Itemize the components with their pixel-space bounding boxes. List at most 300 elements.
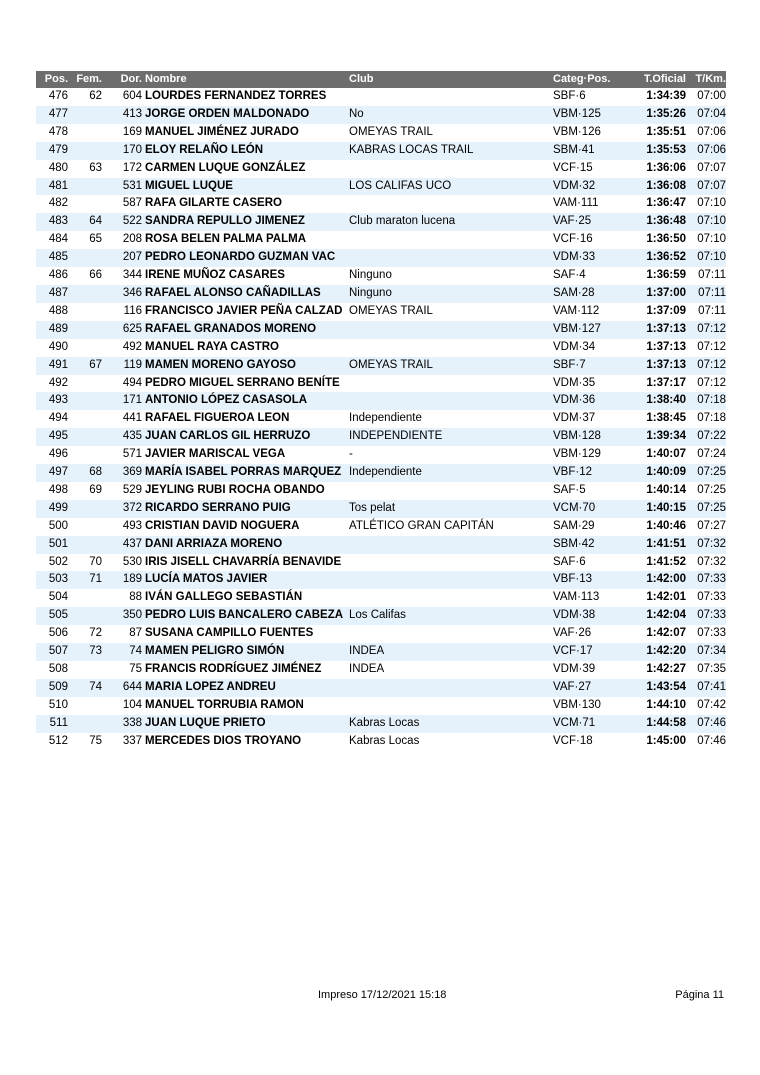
table-row xyxy=(36,178,726,196)
row-categ: VBM·126 xyxy=(553,125,601,138)
row-time: 1:35:53 xyxy=(646,143,686,156)
row-name: MARÍA ISABEL PORRAS MARQUEZ xyxy=(145,466,342,479)
row-time: 1:36:08 xyxy=(646,179,686,192)
row-name: RICARDO SERRANO PUIG xyxy=(145,501,291,514)
row-club: OMEYAS TRAIL xyxy=(349,304,433,317)
table-row xyxy=(36,357,726,375)
row-name: LUCÍA MATOS JAVIER xyxy=(145,573,268,586)
table-row xyxy=(36,571,726,589)
table-row xyxy=(36,160,726,178)
row-club: No xyxy=(349,107,364,120)
row-pace: 07:32 xyxy=(697,537,726,550)
row-dor: 587 xyxy=(122,197,142,210)
row-name: CARMEN LUQUE GONZÁLEZ xyxy=(145,161,306,174)
table-row xyxy=(36,554,726,572)
row-time: 1:40:15 xyxy=(646,501,686,514)
row-categ: VAF·26 xyxy=(553,627,592,640)
row-categ: SAF·6 xyxy=(553,555,586,568)
row-time: 1:42:07 xyxy=(646,627,686,640)
row-categ: VBM·127 xyxy=(553,322,601,335)
row-pos: 502 xyxy=(48,555,68,568)
row-club: Independiente xyxy=(349,412,422,425)
row-club: Club maraton lucena xyxy=(349,215,456,228)
table-row xyxy=(36,321,726,339)
row-fem: 63 xyxy=(89,161,102,174)
row-categ: VAM·111 xyxy=(553,197,599,210)
row-club: - xyxy=(349,448,353,461)
row-dor: 207 xyxy=(122,251,142,264)
row-fem: 73 xyxy=(89,645,102,658)
table-row xyxy=(36,482,726,500)
table-row xyxy=(36,733,726,751)
row-pace: 07:25 xyxy=(697,466,726,479)
row-pos: 504 xyxy=(48,591,68,604)
row-name: MIGUEL LUQUE xyxy=(145,179,233,192)
table-row xyxy=(36,106,726,124)
row-pace: 07:33 xyxy=(697,573,726,586)
row-pace: 07:34 xyxy=(697,645,726,658)
row-time: 1:41:52 xyxy=(646,555,686,568)
table-row xyxy=(36,715,726,733)
row-pace: 07:27 xyxy=(697,519,726,532)
row-fem: 74 xyxy=(89,680,102,693)
table-row xyxy=(36,679,726,697)
row-club: LOS CALIFAS UCO xyxy=(349,179,452,192)
row-pos: 487 xyxy=(48,286,68,299)
row-dor: 189 xyxy=(122,573,142,586)
row-name: IVÁN GALLEGO SEBASTIÁN xyxy=(145,591,303,604)
row-time: 1:36:06 xyxy=(646,161,686,174)
row-fem: 72 xyxy=(89,627,102,640)
row-categ: VDM·35 xyxy=(553,376,596,389)
row-pace: 07:24 xyxy=(697,448,726,461)
row-name: JORGE ORDEN MALDONADO xyxy=(145,107,310,120)
row-pace: 07:35 xyxy=(697,663,726,675)
row-dor: 530 xyxy=(122,555,142,568)
row-categ: VCM·71 xyxy=(553,716,596,729)
row-pace: 07:10 xyxy=(697,215,726,228)
row-dor: 170 xyxy=(122,143,142,156)
row-pos: 500 xyxy=(48,519,68,532)
row-club: INDEA xyxy=(349,645,385,658)
row-pos: 490 xyxy=(48,340,68,353)
row-name: MERCEDES DIOS TROYANO xyxy=(145,734,302,747)
row-fem: 66 xyxy=(89,269,102,282)
row-club: INDEA xyxy=(349,663,385,675)
row-pos: 506 xyxy=(48,627,68,640)
row-pos: 483 xyxy=(48,215,68,228)
row-pace: 07:00 xyxy=(697,90,726,102)
row-dor: 372 xyxy=(122,501,142,514)
row-categ: VAF·25 xyxy=(553,215,592,228)
row-pace: 07:12 xyxy=(697,376,726,389)
header-dor: Dor. xyxy=(120,73,142,85)
row-dor: 74 xyxy=(129,645,142,658)
row-dor: 338 xyxy=(122,716,142,729)
row-pos: 497 xyxy=(48,466,68,479)
row-name: MANUEL JIMÉNEZ JURADO xyxy=(145,125,299,138)
row-pace: 07:10 xyxy=(697,251,726,264)
row-name: FRANCISCO JAVIER PEÑA CALZAD xyxy=(145,304,343,317)
row-time: 1:37:13 xyxy=(646,340,686,353)
row-dor: 208 xyxy=(122,233,142,246)
row-name: SUSANA CAMPILLO FUENTES xyxy=(145,627,314,640)
row-pos: 512 xyxy=(48,734,68,747)
row-time: 1:41:51 xyxy=(646,537,686,550)
row-dor: 369 xyxy=(122,466,142,479)
row-fem: 68 xyxy=(89,466,102,479)
row-dor: 88 xyxy=(129,591,142,604)
row-pos: 476 xyxy=(48,90,68,102)
row-categ: VBM·129 xyxy=(553,448,601,461)
row-time: 1:38:40 xyxy=(646,394,686,407)
table-row xyxy=(36,392,726,410)
row-name: DANI ARRIAZA MORENO xyxy=(145,537,283,550)
row-time: 1:39:34 xyxy=(646,430,686,443)
table-row xyxy=(36,410,726,428)
row-pace: 07:18 xyxy=(697,394,726,407)
row-categ: VCF·18 xyxy=(553,734,593,747)
row-time: 1:37:00 xyxy=(646,286,686,299)
row-pace: 07:46 xyxy=(697,716,726,729)
row-categ: VBF·12 xyxy=(553,466,592,479)
row-time: 1:36:48 xyxy=(646,215,686,228)
row-club: INDEPENDIENTE xyxy=(349,430,443,443)
row-time: 1:42:27 xyxy=(646,663,686,675)
row-name: FRANCIS RODRÍGUEZ JIMÉNEZ xyxy=(145,663,322,675)
row-categ: SBM·41 xyxy=(553,143,595,156)
header-pos: Pos. xyxy=(44,73,68,85)
row-time: 1:37:13 xyxy=(646,358,686,371)
row-pos: 510 xyxy=(48,698,68,711)
table-row xyxy=(36,536,726,554)
row-time: 1:43:54 xyxy=(646,680,686,693)
row-name: JAVIER MARISCAL VEGA xyxy=(145,448,286,461)
row-club: Tos pelat xyxy=(349,501,396,514)
row-dor: 522 xyxy=(122,215,142,228)
row-time: 1:35:51 xyxy=(646,125,686,138)
row-fem: 69 xyxy=(89,483,102,496)
row-time: 1:36:47 xyxy=(646,197,686,210)
row-categ: SBF·6 xyxy=(553,90,586,102)
row-pace: 07:18 xyxy=(697,412,726,425)
row-dor: 346 xyxy=(122,286,142,299)
row-pace: 07:33 xyxy=(697,609,726,622)
row-time: 1:40:46 xyxy=(646,519,686,532)
row-pace: 07:12 xyxy=(697,358,726,371)
row-name: CRISTIAN DAVID NOGUERA xyxy=(145,519,300,532)
row-club: OMEYAS TRAIL xyxy=(349,358,433,371)
row-dor: 494 xyxy=(122,376,142,389)
row-dor: 441 xyxy=(122,412,142,425)
row-categ: VAM·113 xyxy=(553,591,600,604)
row-pace: 07:46 xyxy=(697,734,726,747)
row-time: 1:40:09 xyxy=(646,466,686,479)
row-pos: 486 xyxy=(48,269,68,282)
row-pos: 505 xyxy=(48,609,68,622)
row-dor: 104 xyxy=(122,698,142,711)
table-row xyxy=(36,249,726,267)
row-pos: 484 xyxy=(48,233,68,246)
row-categ: SAM·29 xyxy=(553,519,595,532)
row-club: Los Califas xyxy=(349,609,406,622)
row-time: 1:36:50 xyxy=(646,233,686,246)
row-pace: 07:12 xyxy=(697,322,726,335)
row-pos: 507 xyxy=(48,645,68,658)
row-dor: 492 xyxy=(122,340,142,353)
row-name: RAFAEL FIGUEROA LEON xyxy=(145,412,290,425)
printed-date: Impreso 17/12/2021 15:18 xyxy=(318,989,447,1001)
row-dor: 344 xyxy=(122,269,142,282)
row-pos: 503 xyxy=(48,573,68,586)
row-pos: 485 xyxy=(48,251,68,264)
row-pace: 07:04 xyxy=(697,107,726,120)
row-dor: 75 xyxy=(129,663,142,675)
row-pace: 07:10 xyxy=(697,197,726,210)
row-dor: 119 xyxy=(123,358,142,371)
table-row xyxy=(36,195,726,213)
row-dor: 87 xyxy=(129,627,142,640)
header-categ: Categ·Pos. xyxy=(553,73,611,85)
table-row xyxy=(36,285,726,303)
row-name: MARIA LOPEZ ANDREU xyxy=(145,680,276,693)
row-fem: 64 xyxy=(89,215,102,228)
row-dor: 437 xyxy=(122,537,142,550)
row-time: 1:44:58 xyxy=(646,716,686,729)
row-categ: VDM·39 xyxy=(553,663,596,675)
table-row xyxy=(36,643,726,661)
row-dor: 493 xyxy=(122,519,142,532)
row-categ: SAF·4 xyxy=(553,269,586,282)
row-categ: VDM·38 xyxy=(553,609,596,622)
row-categ: VCF·15 xyxy=(553,161,593,174)
table-row xyxy=(36,464,726,482)
row-pace: 07:12 xyxy=(697,340,726,353)
row-club: Kabras Locas xyxy=(349,716,420,729)
row-categ: VBM·130 xyxy=(553,698,601,711)
table-row xyxy=(36,661,726,679)
row-fem: 75 xyxy=(89,734,102,747)
row-dor: 435 xyxy=(122,430,142,443)
row-fem: 65 xyxy=(89,233,102,246)
row-pos: 499 xyxy=(48,501,68,514)
header-nombre: Nombre xyxy=(145,73,187,85)
row-dor: 350 xyxy=(122,609,142,622)
row-categ: VDM·34 xyxy=(553,340,596,353)
row-club: KABRAS LOCAS TRAIL xyxy=(349,143,474,156)
table-row xyxy=(36,589,726,607)
row-name: MAMEN MORENO GAYOSO xyxy=(145,358,297,371)
row-time: 1:45:00 xyxy=(646,734,686,747)
table-row xyxy=(36,446,726,464)
row-pace: 07:22 xyxy=(697,430,726,443)
row-categ: VCM·70 xyxy=(553,501,596,514)
row-categ: VCF·16 xyxy=(553,233,593,246)
row-pos: 481 xyxy=(48,179,68,192)
row-pace: 07:33 xyxy=(697,591,726,604)
row-pace: 07:10 xyxy=(697,233,726,246)
row-dor: 625 xyxy=(122,322,142,335)
row-categ: VDM·32 xyxy=(553,179,596,192)
row-time: 1:42:04 xyxy=(646,609,686,622)
page-number: Página 11 xyxy=(675,989,724,1001)
row-pace: 07:33 xyxy=(697,627,726,640)
row-pace: 07:07 xyxy=(697,179,726,192)
results-table xyxy=(36,71,726,751)
table-row xyxy=(36,500,726,518)
row-dor: 531 xyxy=(122,179,142,192)
row-pace: 07:25 xyxy=(697,483,726,496)
row-pace: 07:06 xyxy=(697,125,726,138)
row-dor: 604 xyxy=(122,90,142,102)
row-dor: 171 xyxy=(122,394,142,407)
row-name: RAFAEL GRANADOS MORENO xyxy=(145,322,317,335)
row-name: IRIS JISELL CHAVARRÍA BENAVIDE xyxy=(145,555,342,568)
row-fem: 71 xyxy=(89,573,102,586)
row-pos: 480 xyxy=(48,161,68,174)
row-time: 1:37:13 xyxy=(646,322,686,335)
row-categ: SBM·42 xyxy=(553,537,595,550)
table-row xyxy=(36,697,726,715)
row-name: ROSA BELEN PALMA PALMA xyxy=(145,233,306,246)
row-dor: 172 xyxy=(122,161,142,174)
row-pos: 511 xyxy=(49,716,68,729)
row-pos: 495 xyxy=(48,430,68,443)
row-pos: 488 xyxy=(48,304,68,317)
row-time: 1:42:00 xyxy=(646,573,686,586)
row-fem: 67 xyxy=(89,358,102,371)
row-dor: 337 xyxy=(122,734,142,747)
table-row xyxy=(36,231,726,249)
row-name: JUAN CARLOS GIL HERRUZO xyxy=(145,430,311,443)
row-club: Independiente xyxy=(349,466,422,479)
row-name: JUAN LUQUE PRIETO xyxy=(145,716,266,729)
row-dor: 413 xyxy=(122,107,142,120)
row-pos: 489 xyxy=(48,322,68,335)
row-name: MAMEN PELIGRO SIMÓN xyxy=(145,645,285,658)
table-row xyxy=(36,213,726,231)
row-categ: VDM·33 xyxy=(553,251,596,264)
row-name: MANUEL RAYA CASTRO xyxy=(145,340,279,353)
table-row xyxy=(36,518,726,536)
table-row xyxy=(36,142,726,160)
row-dor: 116 xyxy=(123,304,142,317)
row-pos: 477 xyxy=(48,107,68,120)
row-time: 1:42:01 xyxy=(646,591,686,604)
table-header xyxy=(36,71,726,88)
row-fem: 70 xyxy=(89,555,102,568)
row-pos: 496 xyxy=(48,448,68,461)
row-pos: 491 xyxy=(48,358,68,371)
row-pos: 479 xyxy=(48,143,68,156)
row-pace: 07:41 xyxy=(697,680,726,693)
row-categ: SAM·28 xyxy=(553,286,595,299)
row-pos: 494 xyxy=(48,412,68,425)
table-row xyxy=(36,375,726,393)
header-club: Club xyxy=(349,73,374,85)
row-pos: 482 xyxy=(48,197,68,210)
row-club: ATLÉTICO GRAN CAPITÁN xyxy=(349,519,494,532)
row-time: 1:36:59 xyxy=(646,269,686,282)
row-name: JEYLING RUBI ROCHA OBANDO xyxy=(145,483,325,496)
table-row xyxy=(36,267,726,285)
row-name: RAFA GILARTE CASERO xyxy=(145,197,282,210)
row-categ: VDM·37 xyxy=(553,412,596,425)
row-pos: 508 xyxy=(48,663,68,675)
row-name: SANDRA REPULLO JIMENEZ xyxy=(145,215,305,228)
row-time: 1:42:20 xyxy=(646,645,686,658)
row-name: MANUEL TORRUBIA RAMON xyxy=(145,698,304,711)
table-row xyxy=(36,124,726,142)
row-time: 1:40:14 xyxy=(646,483,686,496)
row-categ: VDM·36 xyxy=(553,394,596,407)
row-categ: VAF·27 xyxy=(553,680,592,693)
row-fem: 62 xyxy=(89,90,102,102)
row-time: 1:40:07 xyxy=(646,448,686,461)
header-fem: Fem. xyxy=(76,73,102,85)
table-row xyxy=(36,607,726,625)
table-row xyxy=(36,88,726,106)
row-time: 1:34:39 xyxy=(646,90,686,102)
row-club: Ninguno xyxy=(349,269,392,282)
row-pos: 493 xyxy=(48,394,68,407)
row-time: 1:36:52 xyxy=(646,251,686,264)
row-categ: SAF·5 xyxy=(553,483,586,496)
row-name: ANTONIO LÓPEZ CASASOLA xyxy=(145,394,308,407)
row-categ: VCF·17 xyxy=(553,645,593,658)
row-name: PEDRO MIGUEL SERRANO BENÍTE xyxy=(145,376,340,389)
row-time: 1:35:26 xyxy=(646,107,686,120)
row-name: RAFAEL ALONSO CAÑADILLAS xyxy=(145,286,321,299)
table-row xyxy=(36,625,726,643)
row-categ: VBF·13 xyxy=(553,573,592,586)
row-name: ELOY RELAÑO LEÓN xyxy=(145,143,263,156)
table-row xyxy=(36,428,726,446)
row-club: Kabras Locas xyxy=(349,734,420,747)
row-name: PEDRO LEONARDO GUZMAN VAC xyxy=(145,251,336,264)
row-pace: 07:07 xyxy=(697,161,726,174)
table-row xyxy=(36,303,726,321)
header-toficial: T.Oficial xyxy=(643,73,686,85)
row-pace: 07:11 xyxy=(698,304,726,317)
row-pos: 509 xyxy=(48,680,68,693)
row-categ: VBM·125 xyxy=(553,107,601,120)
table-row xyxy=(36,339,726,357)
row-dor: 644 xyxy=(122,680,142,693)
row-pace: 07:25 xyxy=(697,501,726,514)
row-time: 1:38:45 xyxy=(646,412,686,425)
row-pos: 498 xyxy=(48,483,68,496)
row-pace: 07:11 xyxy=(698,269,726,282)
row-time: 1:44:10 xyxy=(646,698,686,711)
row-time: 1:37:17 xyxy=(646,376,686,389)
row-club: Ninguno xyxy=(349,286,392,299)
row-categ: VBM·128 xyxy=(553,430,601,443)
row-dor: 529 xyxy=(122,483,142,496)
row-pos: 501 xyxy=(48,537,68,550)
row-name: LOURDES FERNANDEZ TORRES xyxy=(145,90,327,102)
row-dor: 169 xyxy=(122,125,142,138)
row-pos: 492 xyxy=(48,376,68,389)
row-club: OMEYAS TRAIL xyxy=(349,125,433,138)
row-name: IRENE MUÑOZ CASARES xyxy=(145,269,285,282)
row-pace: 07:42 xyxy=(697,698,726,711)
row-time: 1:37:09 xyxy=(646,304,686,317)
table-body xyxy=(36,88,726,751)
row-categ: SBF·7 xyxy=(553,358,586,371)
row-dor: 571 xyxy=(122,448,142,461)
row-pos: 478 xyxy=(48,125,68,138)
